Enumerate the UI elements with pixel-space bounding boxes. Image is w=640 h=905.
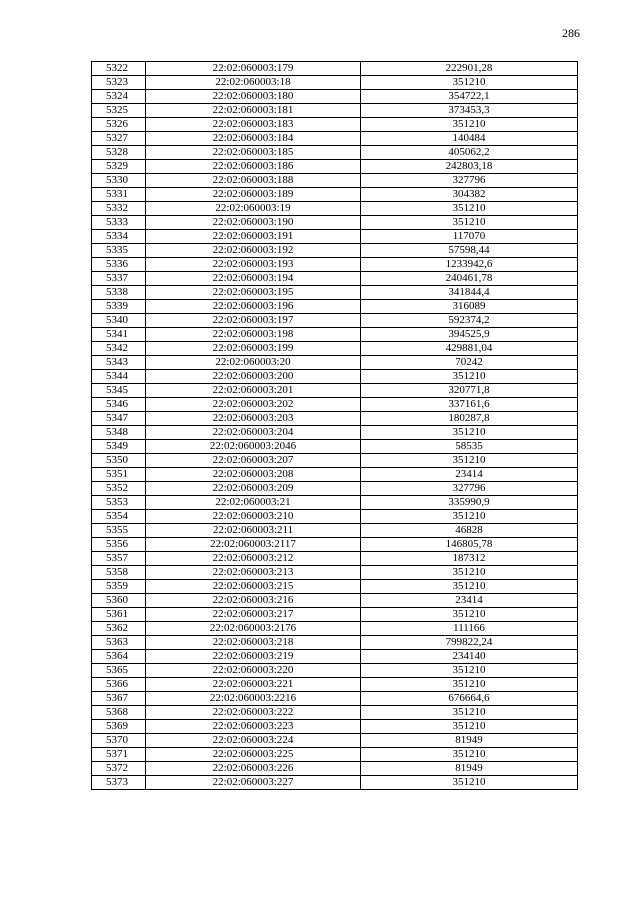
row-number-cell: 5328 bbox=[92, 146, 146, 160]
table-row bbox=[92, 692, 578, 706]
value-cell: 70242 bbox=[361, 356, 578, 370]
row-number-cell: 5340 bbox=[92, 314, 146, 328]
row-number-cell: 5327 bbox=[92, 132, 146, 146]
table-row bbox=[92, 482, 578, 496]
cadastral-number-cell: 22:02:060003:225 bbox=[146, 748, 361, 762]
table-body bbox=[92, 62, 578, 790]
value-cell: 676664,6 bbox=[361, 692, 578, 706]
table-row bbox=[92, 384, 578, 398]
table-row bbox=[92, 664, 578, 678]
cadastral-number-cell: 22:02:060003:199 bbox=[146, 342, 361, 356]
table-row bbox=[92, 118, 578, 132]
value-cell: 351210 bbox=[361, 370, 578, 384]
value-cell: 117070 bbox=[361, 230, 578, 244]
row-number-cell: 5356 bbox=[92, 538, 146, 552]
cadastral-number-cell: 22:02:060003:200 bbox=[146, 370, 361, 384]
cadastral-number-cell: 22:02:060003:215 bbox=[146, 580, 361, 594]
value-cell: 351210 bbox=[361, 608, 578, 622]
value-cell: 351210 bbox=[361, 580, 578, 594]
value-cell: 316089 bbox=[361, 300, 578, 314]
table-row bbox=[92, 356, 578, 370]
table-row bbox=[92, 510, 578, 524]
table-row bbox=[92, 454, 578, 468]
cadastral-number-cell: 22:02:060003:202 bbox=[146, 398, 361, 412]
cadastral-number-cell: 22:02:060003:194 bbox=[146, 272, 361, 286]
value-cell: 222901,28 bbox=[361, 62, 578, 76]
cadastral-number-cell: 22:02:060003:198 bbox=[146, 328, 361, 342]
cadastral-number-cell: 22:02:060003:191 bbox=[146, 230, 361, 244]
cadastral-number-cell: 22:02:060003:210 bbox=[146, 510, 361, 524]
cadastral-number-cell: 22:02:060003:193 bbox=[146, 258, 361, 272]
value-cell: 351210 bbox=[361, 216, 578, 230]
table-row bbox=[92, 594, 578, 608]
row-number-cell: 5353 bbox=[92, 496, 146, 510]
cadastral-number-cell: 22:02:060003:217 bbox=[146, 608, 361, 622]
table-row bbox=[92, 314, 578, 328]
cadastral-number-cell: 22:02:060003:227 bbox=[146, 776, 361, 790]
cadastral-number-cell: 22:02:060003:2117 bbox=[146, 538, 361, 552]
cadastral-number-cell: 22:02:060003:211 bbox=[146, 524, 361, 538]
row-number-cell: 5345 bbox=[92, 384, 146, 398]
value-cell: 351210 bbox=[361, 664, 578, 678]
row-number-cell: 5369 bbox=[92, 720, 146, 734]
value-cell: 351210 bbox=[361, 720, 578, 734]
value-cell: 23414 bbox=[361, 594, 578, 608]
cadastral-number-cell: 22:02:060003:2046 bbox=[146, 440, 361, 454]
cadastral-number-cell: 22:02:060003:192 bbox=[146, 244, 361, 258]
cadastral-number-cell: 22:02:060003:185 bbox=[146, 146, 361, 160]
row-number-cell: 5341 bbox=[92, 328, 146, 342]
value-cell: 242803,18 bbox=[361, 160, 578, 174]
value-cell: 111166 bbox=[361, 622, 578, 636]
table-row bbox=[92, 552, 578, 566]
row-number-cell: 5332 bbox=[92, 202, 146, 216]
value-cell: 351210 bbox=[361, 118, 578, 132]
table-row bbox=[92, 706, 578, 720]
cadastral-number-cell: 22:02:060003:180 bbox=[146, 90, 361, 104]
table-row bbox=[92, 608, 578, 622]
cadastral-number-cell: 22:02:060003:189 bbox=[146, 188, 361, 202]
cadastral-number-cell: 22:02:060003:190 bbox=[146, 216, 361, 230]
row-number-cell: 5357 bbox=[92, 552, 146, 566]
value-cell: 351210 bbox=[361, 566, 578, 580]
value-cell: 187312 bbox=[361, 552, 578, 566]
cadastral-number-cell: 22:02:060003:209 bbox=[146, 482, 361, 496]
row-number-cell: 5362 bbox=[92, 622, 146, 636]
row-number-cell: 5350 bbox=[92, 454, 146, 468]
table-row bbox=[92, 748, 578, 762]
table-row bbox=[92, 342, 578, 356]
value-cell: 58535 bbox=[361, 440, 578, 454]
cadastral-number-cell: 22:02:060003:196 bbox=[146, 300, 361, 314]
table-row bbox=[92, 216, 578, 230]
row-number-cell: 5344 bbox=[92, 370, 146, 384]
cadastral-number-cell: 22:02:060003:183 bbox=[146, 118, 361, 132]
row-number-cell: 5346 bbox=[92, 398, 146, 412]
cadastral-number-cell: 22:02:060003:213 bbox=[146, 566, 361, 580]
row-number-cell: 5359 bbox=[92, 580, 146, 594]
cadastral-number-cell: 22:02:060003:221 bbox=[146, 678, 361, 692]
value-cell: 341844,4 bbox=[361, 286, 578, 300]
table-row bbox=[92, 272, 578, 286]
value-cell: 405062,2 bbox=[361, 146, 578, 160]
value-cell: 81949 bbox=[361, 734, 578, 748]
cadastral-number-cell: 22:02:060003:218 bbox=[146, 636, 361, 650]
table-row bbox=[92, 524, 578, 538]
table-row bbox=[92, 468, 578, 482]
value-cell: 180287,8 bbox=[361, 412, 578, 426]
row-number-cell: 5347 bbox=[92, 412, 146, 426]
table-row bbox=[92, 496, 578, 510]
table-row bbox=[92, 286, 578, 300]
row-number-cell: 5348 bbox=[92, 426, 146, 440]
row-number-cell: 5364 bbox=[92, 650, 146, 664]
table-row bbox=[92, 146, 578, 160]
row-number-cell: 5354 bbox=[92, 510, 146, 524]
row-number-cell: 5331 bbox=[92, 188, 146, 202]
row-number-cell: 5324 bbox=[92, 90, 146, 104]
cadastral-number-cell: 22:02:060003:219 bbox=[146, 650, 361, 664]
cadastral-number-cell: 22:02:060003:222 bbox=[146, 706, 361, 720]
value-cell: 146805,78 bbox=[361, 538, 578, 552]
row-number-cell: 5358 bbox=[92, 566, 146, 580]
table-row bbox=[92, 244, 578, 258]
value-cell: 46828 bbox=[361, 524, 578, 538]
value-cell: 351210 bbox=[361, 748, 578, 762]
cadastral-number-cell: 22:02:060003:18 bbox=[146, 76, 361, 90]
row-number-cell: 5351 bbox=[92, 468, 146, 482]
row-number-cell: 5352 bbox=[92, 482, 146, 496]
row-number-cell: 5325 bbox=[92, 104, 146, 118]
value-cell: 373453,3 bbox=[361, 104, 578, 118]
table-row bbox=[92, 412, 578, 426]
row-number-cell: 5335 bbox=[92, 244, 146, 258]
cadastral-number-cell: 22:02:060003:207 bbox=[146, 454, 361, 468]
table-row bbox=[92, 62, 578, 76]
cadastral-number-cell: 22:02:060003:203 bbox=[146, 412, 361, 426]
cadastral-number-cell: 22:02:060003:197 bbox=[146, 314, 361, 328]
cadastral-number-cell: 22:02:060003:195 bbox=[146, 286, 361, 300]
value-cell: 351210 bbox=[361, 202, 578, 216]
table-row bbox=[92, 426, 578, 440]
value-cell: 81949 bbox=[361, 762, 578, 776]
row-number-cell: 5361 bbox=[92, 608, 146, 622]
table-row bbox=[92, 650, 578, 664]
row-number-cell: 5333 bbox=[92, 216, 146, 230]
cadastral-number-cell: 22:02:060003:204 bbox=[146, 426, 361, 440]
value-cell: 351210 bbox=[361, 678, 578, 692]
value-cell: 351210 bbox=[361, 706, 578, 720]
row-number-cell: 5326 bbox=[92, 118, 146, 132]
table-row bbox=[92, 230, 578, 244]
row-number-cell: 5372 bbox=[92, 762, 146, 776]
row-number-cell: 5343 bbox=[92, 356, 146, 370]
row-number-cell: 5334 bbox=[92, 230, 146, 244]
value-cell: 351210 bbox=[361, 776, 578, 790]
cadastral-number-cell: 22:02:060003:186 bbox=[146, 160, 361, 174]
value-cell: 23414 bbox=[361, 468, 578, 482]
value-cell: 351210 bbox=[361, 454, 578, 468]
table-row bbox=[92, 76, 578, 90]
cadastral-number-cell: 22:02:060003:20 bbox=[146, 356, 361, 370]
row-number-cell: 5366 bbox=[92, 678, 146, 692]
table-row bbox=[92, 370, 578, 384]
value-cell: 354722,1 bbox=[361, 90, 578, 104]
row-number-cell: 5367 bbox=[92, 692, 146, 706]
value-cell: 57598,44 bbox=[361, 244, 578, 258]
value-cell: 240461,78 bbox=[361, 272, 578, 286]
table-row bbox=[92, 328, 578, 342]
cadastral-number-cell: 22:02:060003:181 bbox=[146, 104, 361, 118]
table-row bbox=[92, 258, 578, 272]
cadastral-number-cell: 22:02:060003:2176 bbox=[146, 622, 361, 636]
value-cell: 234140 bbox=[361, 650, 578, 664]
cadastral-number-cell: 22:02:060003:179 bbox=[146, 62, 361, 76]
value-cell: 799822,24 bbox=[361, 636, 578, 650]
cadastral-number-cell: 22:02:060003:212 bbox=[146, 552, 361, 566]
cadastral-number-cell: 22:02:060003:184 bbox=[146, 132, 361, 146]
row-number-cell: 5365 bbox=[92, 664, 146, 678]
value-cell: 327796 bbox=[361, 482, 578, 496]
table-row bbox=[92, 202, 578, 216]
value-cell: 592374,2 bbox=[361, 314, 578, 328]
page-number: 286 bbox=[562, 26, 580, 40]
table-row bbox=[92, 678, 578, 692]
row-number-cell: 5322 bbox=[92, 62, 146, 76]
row-number-cell: 5355 bbox=[92, 524, 146, 538]
data-table bbox=[91, 61, 578, 790]
value-cell: 429881,04 bbox=[361, 342, 578, 356]
cadastral-number-cell: 22:02:060003:2216 bbox=[146, 692, 361, 706]
value-cell: 335990,9 bbox=[361, 496, 578, 510]
cadastral-number-cell: 22:02:060003:226 bbox=[146, 762, 361, 776]
table-row bbox=[92, 300, 578, 314]
value-cell: 394525,9 bbox=[361, 328, 578, 342]
cadastral-number-cell: 22:02:060003:188 bbox=[146, 174, 361, 188]
table-row bbox=[92, 90, 578, 104]
cadastral-number-cell: 22:02:060003:21 bbox=[146, 496, 361, 510]
cadastral-number-cell: 22:02:060003:224 bbox=[146, 734, 361, 748]
row-number-cell: 5337 bbox=[92, 272, 146, 286]
cadastral-number-cell: 22:02:060003:220 bbox=[146, 664, 361, 678]
value-cell: 351210 bbox=[361, 76, 578, 90]
row-number-cell: 5349 bbox=[92, 440, 146, 454]
row-number-cell: 5339 bbox=[92, 300, 146, 314]
value-cell: 327796 bbox=[361, 174, 578, 188]
table-row bbox=[92, 762, 578, 776]
cadastral-number-cell: 22:02:060003:208 bbox=[146, 468, 361, 482]
row-number-cell: 5373 bbox=[92, 776, 146, 790]
row-number-cell: 5370 bbox=[92, 734, 146, 748]
table-row bbox=[92, 734, 578, 748]
row-number-cell: 5360 bbox=[92, 594, 146, 608]
table-row bbox=[92, 720, 578, 734]
row-number-cell: 5342 bbox=[92, 342, 146, 356]
value-cell: 351210 bbox=[361, 426, 578, 440]
row-number-cell: 5323 bbox=[92, 76, 146, 90]
value-cell: 320771,8 bbox=[361, 384, 578, 398]
table-row bbox=[92, 132, 578, 146]
table-row bbox=[92, 174, 578, 188]
cadastral-number-cell: 22:02:060003:216 bbox=[146, 594, 361, 608]
row-number-cell: 5338 bbox=[92, 286, 146, 300]
row-number-cell: 5368 bbox=[92, 706, 146, 720]
value-cell: 1233942,6 bbox=[361, 258, 578, 272]
table-row bbox=[92, 160, 578, 174]
value-cell: 140484 bbox=[361, 132, 578, 146]
table-row bbox=[92, 622, 578, 636]
table-row bbox=[92, 104, 578, 118]
cadastral-number-cell: 22:02:060003:201 bbox=[146, 384, 361, 398]
table-row bbox=[92, 398, 578, 412]
row-number-cell: 5371 bbox=[92, 748, 146, 762]
row-number-cell: 5330 bbox=[92, 174, 146, 188]
value-cell: 304382 bbox=[361, 188, 578, 202]
row-number-cell: 5336 bbox=[92, 258, 146, 272]
table-row bbox=[92, 440, 578, 454]
value-cell: 351210 bbox=[361, 510, 578, 524]
value-cell: 337161,6 bbox=[361, 398, 578, 412]
table-row bbox=[92, 188, 578, 202]
cadastral-number-cell: 22:02:060003:223 bbox=[146, 720, 361, 734]
table-row bbox=[92, 636, 578, 650]
table-row bbox=[92, 566, 578, 580]
table-row bbox=[92, 580, 578, 594]
row-number-cell: 5363 bbox=[92, 636, 146, 650]
table-row bbox=[92, 538, 578, 552]
table-row bbox=[92, 776, 578, 790]
row-number-cell: 5329 bbox=[92, 160, 146, 174]
cadastral-number-cell: 22:02:060003:19 bbox=[146, 202, 361, 216]
